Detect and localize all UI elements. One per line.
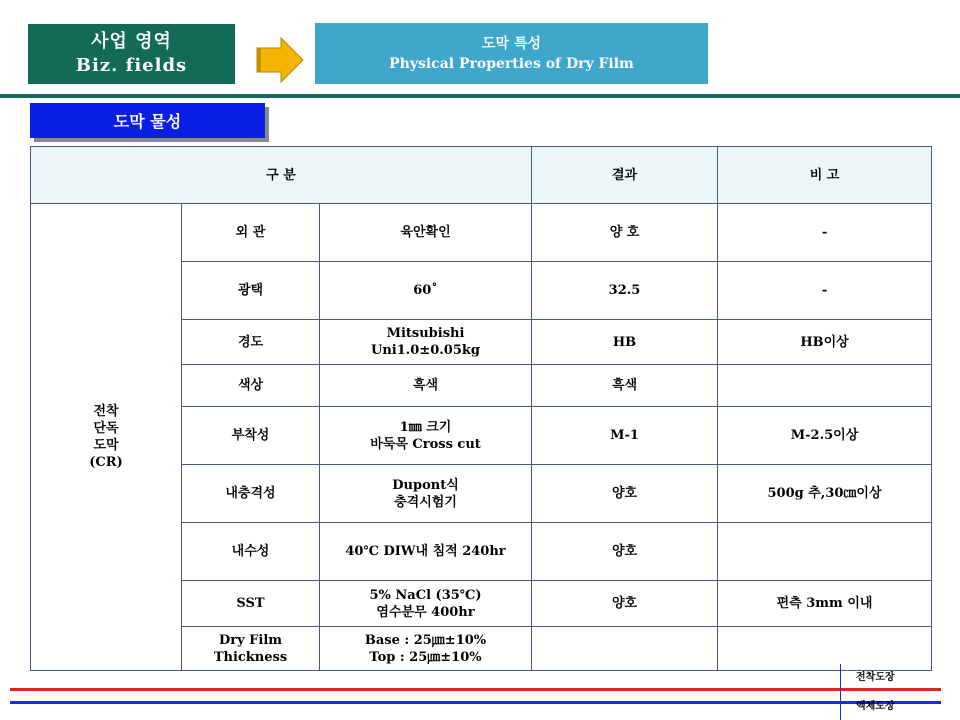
- group-label-line: (CR): [89, 455, 123, 470]
- biz-fields-ko: 사업 영역: [91, 31, 172, 52]
- remark-cell: 500g 추,30㎝이상: [718, 465, 932, 523]
- item-cell: [182, 204, 320, 262]
- item-cell: [182, 523, 320, 581]
- table-row: [31, 204, 932, 262]
- method-cell-line: Dupont식: [392, 477, 459, 493]
- method-cell-line: 40℃ DIW내 침적 240hr: [345, 544, 506, 559]
- table-header-row: [31, 147, 932, 204]
- method-cell: [320, 204, 532, 262]
- group-label-line: 도막: [93, 438, 119, 453]
- method-cell-line: Uni1.0±0.05kg: [371, 343, 480, 358]
- item-cell-line: 외 관: [235, 225, 266, 240]
- method-cell-line: 5% NaCl (35℃): [369, 587, 482, 603]
- item-cell: [182, 627, 320, 671]
- method-cell-line: 1㎜ 크기: [399, 419, 452, 435]
- result-cell: HB: [532, 320, 718, 365]
- header-category: 구 분: [31, 147, 532, 204]
- item-cell: [182, 581, 320, 627]
- page-title: [315, 23, 708, 84]
- item-cell: [182, 262, 320, 320]
- method-cell-line: 60˚: [413, 283, 438, 298]
- remark-cell: HB이상: [718, 320, 932, 365]
- remark-cell: -: [718, 204, 932, 262]
- result-cell: 양 호: [532, 204, 718, 262]
- footer-divider: [840, 664, 841, 720]
- remark-cell: [718, 365, 932, 407]
- result-cell: 32.5: [532, 262, 718, 320]
- item-cell-line: 색상: [237, 378, 264, 393]
- arrow-right-icon: [255, 36, 305, 84]
- properties-table: [30, 146, 932, 671]
- item-cell-line: 내수성: [231, 544, 270, 559]
- method-cell: [320, 320, 532, 365]
- footer-blue-line: [10, 701, 941, 704]
- biz-fields-box: [28, 24, 235, 84]
- item-cell-line: Thickness: [213, 649, 288, 665]
- remark-cell: [718, 627, 932, 671]
- method-cell-line: Top : 25㎛±10%: [369, 649, 482, 665]
- group-label-line: 단독: [93, 421, 119, 436]
- page-title-en: Physical Properties of Dry Film: [389, 55, 634, 72]
- method-cell-line: 염수분무 400hr: [376, 604, 475, 620]
- footer-label-liquid: 액체도장: [856, 701, 895, 712]
- method-cell-line: Base : 25㎛±10%: [364, 632, 487, 648]
- header-result: 결과: [532, 147, 718, 204]
- header-divider: [0, 94, 960, 98]
- method-cell: [320, 465, 532, 523]
- result-cell: 흑색: [532, 365, 718, 407]
- item-cell: [182, 407, 320, 465]
- item-cell-line: 광택: [237, 283, 264, 298]
- item-cell: [182, 320, 320, 365]
- biz-fields-en: Biz. fields: [75, 55, 188, 76]
- method-cell: [320, 365, 532, 407]
- method-cell: [320, 262, 532, 320]
- item-cell-line: 경도: [237, 334, 264, 350]
- remark-cell: [718, 523, 932, 581]
- method-cell-line: 바둑목 Cross cut: [370, 436, 481, 452]
- method-cell: [320, 581, 532, 627]
- method-cell: [320, 627, 532, 671]
- group-label-cell: [31, 204, 182, 671]
- method-cell: [320, 523, 532, 581]
- page-title-ko: 도막 특성: [482, 35, 541, 52]
- item-cell-line: SST: [236, 596, 265, 611]
- result-cell: M-1: [532, 407, 718, 465]
- item-cell: [182, 465, 320, 523]
- method-cell-line: 충격시험기: [394, 494, 457, 510]
- method-cell-line: 흑색: [412, 378, 439, 393]
- item-cell-line: 부착성: [231, 428, 270, 443]
- item-cell-line: 내충격성: [225, 486, 276, 501]
- remark-cell: -: [718, 262, 932, 320]
- group-label-line: 전착: [93, 404, 119, 419]
- header-remark: 비 고: [718, 147, 932, 204]
- method-cell: [320, 407, 532, 465]
- result-cell: 양호: [532, 581, 718, 627]
- footer-red-line: [10, 688, 941, 691]
- method-cell-line: Mitsubishi: [386, 326, 465, 341]
- result-cell: [532, 627, 718, 671]
- section-title: 도막 물성: [30, 103, 265, 138]
- method-cell-line: 육안확인: [400, 225, 451, 240]
- remark-cell: 편측 3mm 이내: [718, 581, 932, 627]
- footer-label-electrodeposition: 전착도장: [856, 672, 895, 683]
- remark-cell: M-2.5이상: [718, 407, 932, 465]
- item-cell: [182, 365, 320, 407]
- result-cell: 양호: [532, 465, 718, 523]
- item-cell-line: Dry Film: [218, 632, 283, 648]
- result-cell: 양호: [532, 523, 718, 581]
